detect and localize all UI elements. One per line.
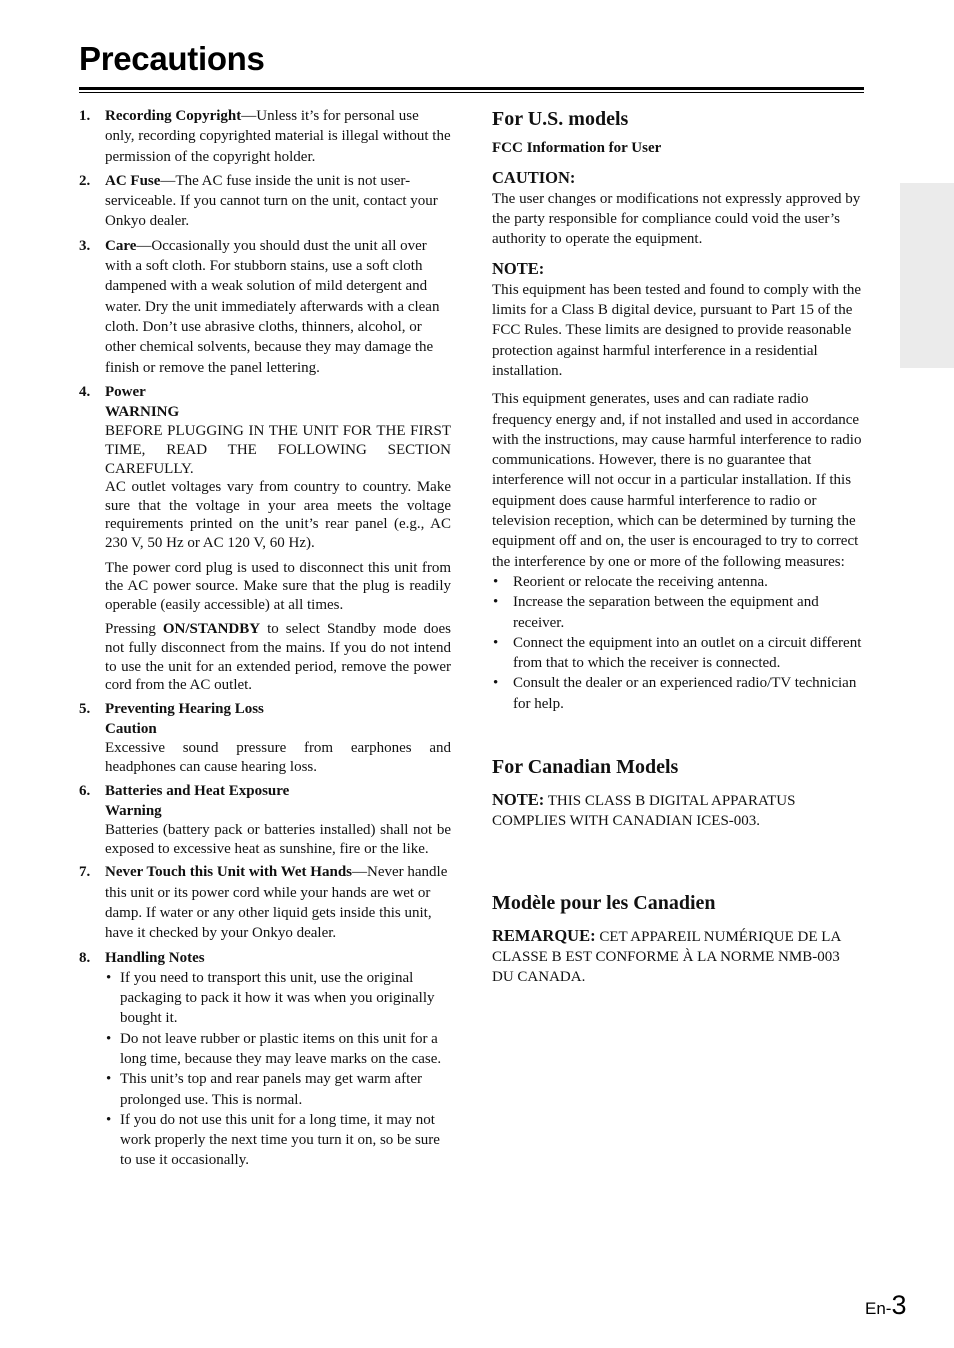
caution-label: CAUTION: (492, 168, 576, 188)
precaution-item-2 (79, 171, 451, 232)
precaution-item-5 (79, 699, 451, 777)
right-column (492, 106, 862, 988)
handling-notes-list (105, 968, 451, 1171)
standby-post: to select Standby mode does not fully disconnect from the mains. If you do not intend to use the unit for an extended period, remove the power cord from the AC outlet. (105, 621, 451, 694)
standby-button-name: ON/STANDBY (162, 621, 261, 638)
item-number: 8. (79, 949, 91, 966)
item-heading: Power (105, 383, 146, 400)
side-tab-marker (900, 183, 954, 368)
item-text: —Unless it’s for personal use only, recording copyrighted material is illegal without the permission of the copyright holder. (105, 108, 451, 165)
canadian-models-section (492, 754, 862, 832)
page-number (865, 1290, 907, 1321)
list-item: • Do not leave rubber or plastic items on this unit for a long time, because they may leave marks on the case. (105, 1029, 451, 1070)
note-text: CET APPAREIL NUMÉRIQUE DE LA CLASSE B EST CONFORME À LA NORME NMB-003 DU CANADA. (492, 928, 841, 986)
item-heading: Preventing Hearing Loss (105, 700, 264, 717)
item-heading: Never Touch this Unit with Wet Hands (105, 864, 352, 881)
item-heading: Recording Copyright (105, 108, 242, 124)
item-number: 6. (79, 782, 91, 799)
list-item: • Connect the equipment into an outlet on a circuit different from that to which the receiver is connected. (492, 633, 862, 674)
title-rule-thin (79, 92, 864, 93)
list-item: • Reorient or relocate the receiving antenna. (492, 572, 862, 592)
note-text: THIS CLASS B DIGITAL APPARATUS COMPLIES WITH CANADIAN ICES-003. (492, 793, 796, 830)
note-label: NOTE: (492, 790, 545, 810)
precaution-item-4 (79, 382, 451, 695)
power-voltage-text: AC outlet voltages vary from country to country. Make sure that the voltage in your area meets the voltage requirements printed on the unit’s rear panel (e.g., AC 230 V, 50 Hz or AC 120 V, 60 Hz). (105, 479, 451, 552)
item-heading: Handling Notes (105, 949, 205, 966)
us-models-section (492, 106, 862, 714)
item-heading: Batteries and Heat Exposure (105, 782, 290, 799)
item-heading: AC Fuse (105, 172, 161, 189)
note-label: NOTE: (492, 259, 545, 279)
caution-label: Caution (105, 721, 157, 738)
canadian-french-section (492, 890, 862, 988)
fcc-subheading: FCC Information for User (492, 140, 662, 156)
section-heading: For Canadian Models (492, 756, 679, 779)
title-rule-thick (79, 87, 864, 90)
measures-list (492, 572, 862, 714)
item-number: 2. (79, 172, 91, 189)
item-number: 5. (79, 700, 91, 717)
note-label: REMARQUE: (492, 925, 596, 945)
note-text-1: This equipment has been tested and found to comply with the limits for a Class B digital device, pursuant to Part 15 of the FCC Rules. These limits are designed to provide reasonable protection against harmful interference in a residential installation. (492, 281, 862, 379)
precaution-item-6 (79, 781, 451, 859)
standby-pre: Pressing (105, 621, 163, 638)
power-warning-text: BEFORE PLUGGING IN THE UNIT FOR THE FIRST TIME, READ THE FOLLOWING SECTION CAREFULLY. (105, 423, 451, 477)
note-text-2: This equipment generates, uses and can radiate radio frequency energy and, if not installed and used in accordance with the instructions, may cause harmful interference to radio communications. However, there is no guarantee that interference will not occur in a particular installation. If this equipment does cause harmful interference to radio or television reception, which can be determined by turning the equipment off and on, the user is encouraged to try to correct the interference by one or more of the following measures: (492, 391, 862, 570)
page-number-value: 3 (891, 1290, 907, 1320)
list-item: • Consult the dealer or an experienced radio/TV technician for help. (492, 673, 862, 714)
warning-label: Warning (105, 802, 162, 819)
list-item: • Increase the separation between the equipment and receiver. (492, 592, 862, 633)
item-number: 3. (79, 237, 91, 254)
item-text: Batteries (battery pack or batteries installed) shall not be exposed to excessive heat as sunshine, fire or the like. (105, 822, 451, 857)
section-heading: For U.S. models (492, 108, 629, 130)
item-heading: Care (105, 237, 137, 254)
item-text: —The AC fuse inside the unit is not user-serviceable. If you cannot turn on the unit, contact your Onkyo dealer. (105, 172, 438, 230)
list-item: • If you do not use this unit for a long time, it may not work properly the next time you turn it on, so be sure to use it occasionally. (105, 1110, 451, 1171)
item-number: 4. (79, 383, 91, 400)
remarque-note (492, 926, 862, 988)
canada-note (492, 790, 862, 832)
item-text: —Never handle this unit or its power cord while your hands are wet or damp. If water or any other liquid gets inside this unit, have it checked by your Onkyo dealer. (105, 864, 448, 942)
precaution-item-1 (79, 106, 451, 167)
left-column (79, 106, 451, 1175)
item-number: 1. (79, 108, 91, 124)
power-standby-text (105, 620, 451, 694)
item-number: 7. (79, 864, 91, 881)
list-item: • If you need to transport this unit, use the original packaging to pack it how it was when you originally bought it. (105, 968, 451, 1029)
caution-text: The user changes or modifications not expressly approved by the party responsible for compliance could void the user’s authority to operate the equipment. (492, 190, 861, 248)
list-item: • This unit’s top and rear panels may get warm after prolonged use. This is normal. (105, 1069, 451, 1110)
item-text: —Occasionally you should dust the unit all over with a soft cloth. For stubborn stains, use a soft cloth dampened with a weak solution of mild detergent and water. Dry the unit immediately afterwards with a clean cloth. Don’t use abrasive cloths, thinners, alcohol, or other chemical solvents, because they may damage the finish or remove the panel lettering. (105, 237, 440, 376)
item-text: Excessive sound pressure from earphones and headphones can cause hearing loss. (105, 740, 451, 775)
page-title: Precautions (79, 40, 265, 77)
precaution-item-7 (79, 862, 451, 943)
section-heading: Modèle pour les Canadien (492, 891, 716, 914)
precaution-item-3 (79, 236, 451, 378)
precaution-item-8 (79, 948, 451, 1171)
page-number-prefix: En- (865, 1299, 892, 1318)
warning-label: WARNING (105, 404, 180, 421)
power-plug-text: The power cord plug is used to disconnect this unit from the AC power source. Make sure that the plug is readily operable (easily accessible) at all times. (105, 559, 451, 613)
